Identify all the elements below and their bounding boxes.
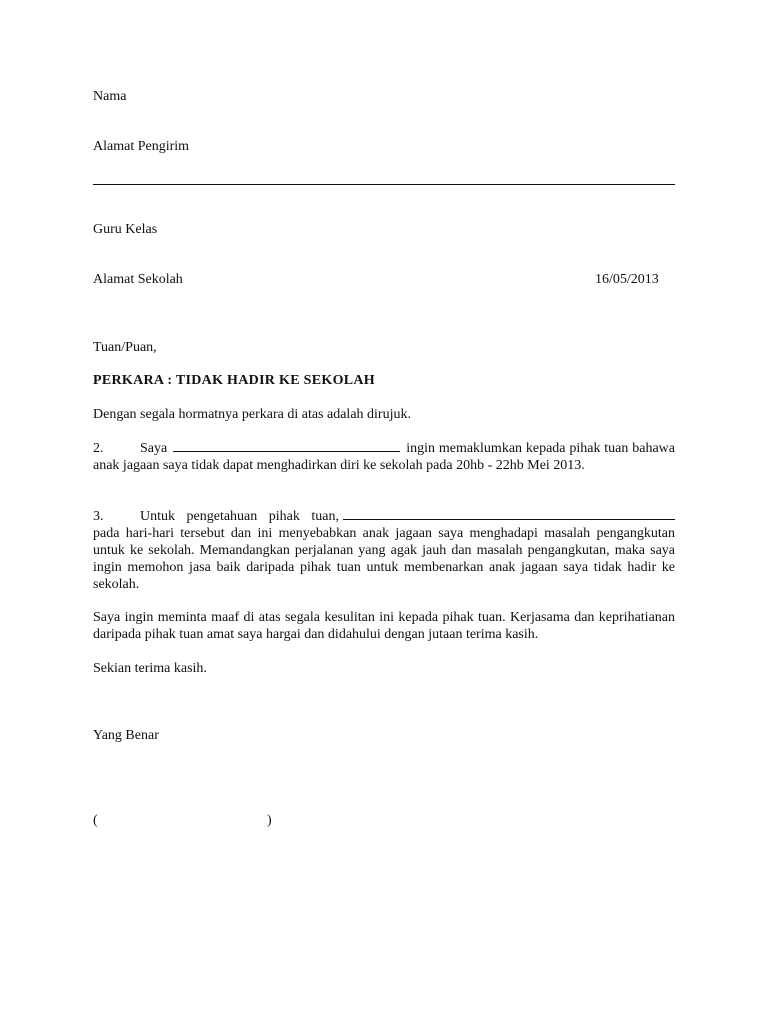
header-divider — [93, 184, 675, 185]
paragraph-2-text: ingin memaklumkan kepada pihak tuan bahawa anak jagaan saya tidak dapat menghadirkan diri ke sekolah pada 20hb - 22hb Mei 2013. — [93, 441, 675, 473]
closing-line: Sekian terima kasih. — [93, 661, 207, 676]
paragraph-3-lead: Untuk pengetahuan pihak tuan, — [140, 509, 339, 524]
paragraph-3 — [93, 507, 675, 593]
paragraph-2-number: 2. — [93, 441, 104, 456]
recipient-title: Guru Kelas — [93, 222, 158, 237]
name-blank-line — [173, 439, 400, 452]
subject-line: PERKARA : TIDAK HADIR KE SEKOLAH — [93, 373, 375, 388]
salutation: Tuan/Puan, — [93, 340, 157, 355]
recipient-address-label: Alamat Sekolah — [93, 272, 183, 287]
letter-date: 16/05/2013 — [595, 272, 659, 287]
signature-open-paren: ( — [93, 813, 98, 828]
paragraph-4: Saya ingin meminta maaf di atas segala kesulitan ini kepada pihak tuan. Kerjasama dan keprihatianan daripada pihak tuan amat saya hargai dan didahului dengan jutaan terima kasih. — [93, 610, 675, 642]
intro-paragraph: Dengan segala hormatnya perkara di atas adalah dirujuk. — [93, 407, 411, 422]
reason-blank-line — [343, 507, 675, 520]
sender-name-label: Nama — [93, 89, 127, 104]
sender-address-label: Alamat Pengirim — [93, 139, 190, 154]
paragraph-2-lead: Saya — [140, 441, 168, 456]
paragraph-2 — [93, 439, 675, 474]
signature-close-paren: ) — [267, 813, 272, 828]
paragraph-3-text: pada hari-hari tersebut dan ini menyebabkan anak jagaan saya menghadapi masalah pengangkutan untuk ke sekolah. Memandangkan perjalanan yang agak jauh dan masalah pengangkutan, maka saya ingin memohon jasa baik daripada pihak tuan untuk membenarkan anak jagaan saya tidak hadir ke sekolah. — [93, 526, 675, 592]
signoff: Yang Benar — [93, 728, 159, 743]
paragraph-3-number: 3. — [93, 509, 104, 524]
